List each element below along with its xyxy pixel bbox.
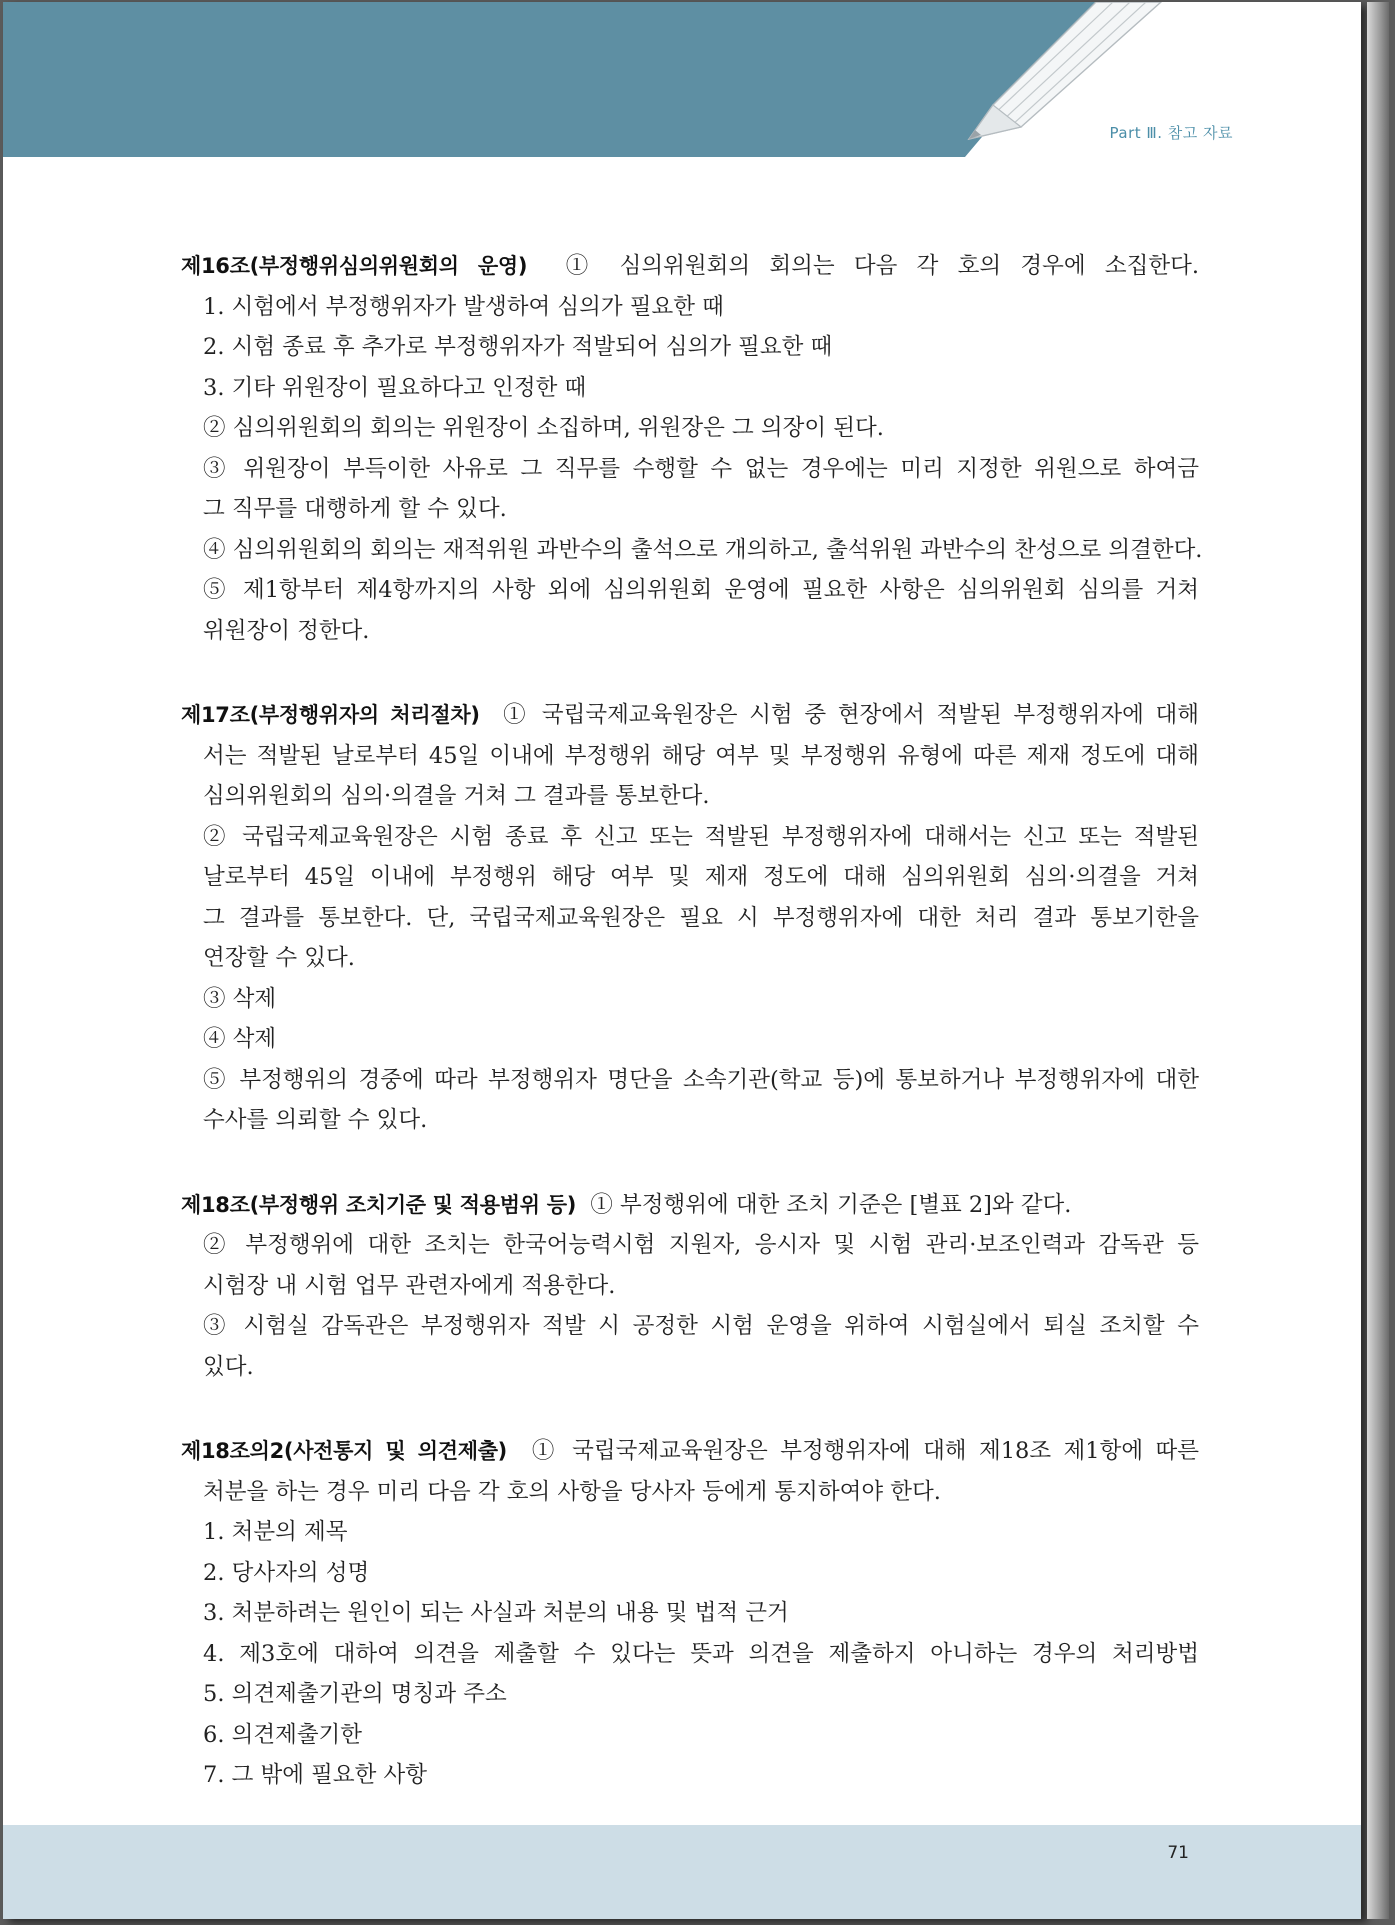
article-17 (181, 695, 1199, 1141)
article-line: 그 직무를 대행하게 할 수 있다. (203, 496, 507, 522)
article-line: 4. 제3호에 대하여 의견을 제출할 수 있다는 뜻과 의견을 제출하지 아니하는 경우의 처리방법 (203, 1640, 1199, 1667)
article-line: ⑤ 부정행위의 경중에 따라 부정행위자 명단을 소속기관(학교 등)에 통보하거나 부정행위자에 대한 (203, 1066, 1199, 1093)
article-16 (181, 246, 1203, 651)
article-line: ② 심의위원회의 회의는 위원장이 소집하며, 위원장은 그 의장이 된다. (203, 415, 884, 441)
article-title: 제17조(부정행위자의 처리절차) (181, 703, 480, 727)
article-line: 제16조(부정행위심의위원회의 운영) ① 심의위원회의 회의는 다음 각 호의 경우에 소집한다. (181, 253, 1199, 279)
article-line: ⑤ 제1항부터 제4항까지의 사항 외에 심의위원회 운영에 필요한 사항은 심의위원회 심의를 거쳐 (203, 577, 1199, 603)
article-line: 서는 적발된 날로부터 45일 이내에 부정행위 해당 여부 및 부정행위 유형에 따른 제재 정도에 대해 (203, 742, 1199, 769)
article-line: 2. 당사자의 성명 (203, 1559, 370, 1586)
article-line: 6. 의견제출기한 (203, 1721, 363, 1748)
article-title: 제18조의2(사전통지 및 의견제출) (181, 1439, 507, 1463)
article-line: 제18조(부정행위 조치기준 및 적용범위 등) ① 부정행위에 대한 조치 기준은 [별표 2]와 같다. (181, 1191, 1072, 1218)
footer-band (3, 1825, 1361, 1919)
article-line: ② 국립국제교육원장은 시험 종료 후 신고 또는 적발된 부정행위자에 대해서는 신고 또는 적발된 (203, 823, 1199, 850)
article-line: ④ 삭제 (203, 1026, 277, 1052)
article-line: 3. 처분하려는 원인이 되는 사실과 처분의 내용 및 법적 근거 (203, 1600, 789, 1626)
article-line: 그 결과를 통보한다. 단, 국립국제교육원장은 필요 시 부정행위자에 대한 처리 결과 통보기한을 (203, 904, 1199, 931)
article-line: 날로부터 45일 이내에 부정행위 해당 여부 및 제재 정도에 대해 심의위원회 심의·의결을 거쳐 (203, 864, 1199, 890)
article-line: 제17조(부정행위자의 처리절차) ① 국립국제교육원장은 시험 중 현장에서 적발된 부정행위자에 대해 (181, 702, 1200, 728)
article-line: 연장할 수 있다. (203, 945, 355, 971)
article-line: 수사를 의뢰할 수 있다. (203, 1107, 428, 1133)
article-line: ② 부정행위에 대한 조치는 한국어능력시험 지원자, 응시자 및 시험 관리·보조인력과 감독관 등 (203, 1232, 1199, 1258)
article-line: 3. 기타 위원장이 필요하다고 인정한 때 (203, 374, 587, 401)
article-line: ③ 시험실 감독관은 부정행위자 적발 시 공정한 시험 운영을 위하여 시험실에서 퇴실 조치할 수 (203, 1313, 1199, 1339)
article-18 (181, 1185, 1199, 1388)
document-page (3, 2, 1361, 1919)
document-body (181, 246, 1203, 1840)
article-title: 제18조(부정행위 조치기준 및 적용범위 등) (181, 1192, 577, 1217)
article-line: 위원장이 정한다. (203, 617, 370, 644)
page-number: 71 (1167, 1843, 1189, 1863)
article-line: 7. 그 밖에 필요한 사항 (203, 1762, 427, 1788)
section-label: Part Ⅲ. 참고 자료 (1109, 124, 1233, 142)
page-edge-shadow (1367, 2, 1389, 1919)
article-line: ④ 심의위원회의 회의는 재적위원 과반수의 출석으로 개의하고, 출석위원 과반수의 찬성으로 의결한다. (203, 536, 1203, 563)
article-line: 제18조의2(사전통지 및 의견제출) ① 국립국제교육원장은 부정행위자에 대해 제18조 제1항에 따른 (181, 1438, 1199, 1464)
article-line: ③ 위원장이 부득이한 사유로 그 직무를 수행할 수 없는 경우에는 미리 지정한 위원으로 하여금 (203, 455, 1199, 482)
article-line: 1. 시험에서 부정행위자가 발생하여 심의가 필요한 때 (203, 293, 724, 320)
article-line: 처분을 하는 경우 미리 다음 각 호의 사항을 당사자 등에게 통지하여야 한다. (203, 1478, 941, 1505)
article-line: 2. 시험 종료 후 추가로 부정행위자가 적발되어 심의가 필요한 때 (203, 334, 833, 360)
article-line: ③ 삭제 (203, 985, 277, 1012)
article-line: 5. 의견제출기관의 명칭과 주소 (203, 1681, 507, 1707)
article-18-2 (181, 1431, 1199, 1796)
article-line: 1. 처분의 제목 (203, 1519, 348, 1545)
article-title: 제16조(부정행위심의위원회의 운영) (181, 254, 528, 278)
article-line: 심의위원회의 심의·의결을 거쳐 그 결과를 통보한다. (203, 783, 710, 809)
article-line: 있다. (203, 1353, 254, 1380)
article-line: 시험장 내 시험 업무 관련자에게 적용한다. (203, 1272, 616, 1299)
